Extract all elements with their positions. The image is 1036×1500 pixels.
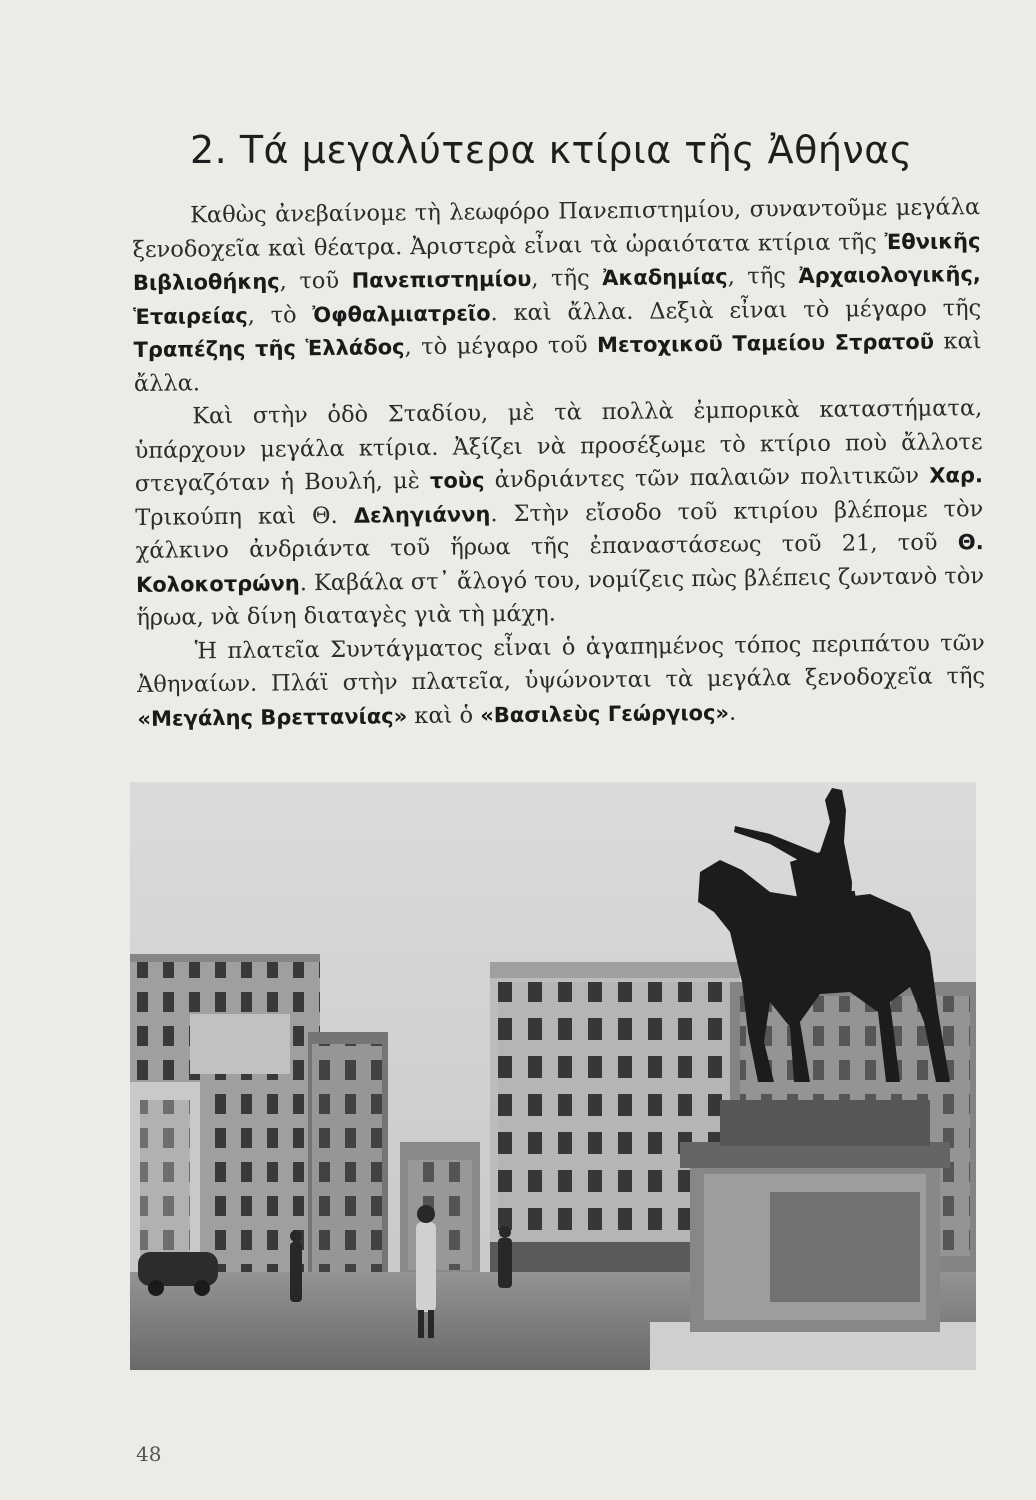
text-run: ἀνδριάντες τῶν παλαιῶν πολιτικῶν	[484, 462, 930, 494]
bold-phrase: Μετοχικοῦ Ταμείου Στρατοῦ	[596, 329, 935, 358]
text-run: . Καβάλα στ᾽ ἄλογό του, νομίζεις πὼς βλέπεις ζωντανὸ τὸν ἥρωα, νὰ δίνη διαταγὲς γιὰ τὴ μάχη.	[136, 562, 985, 631]
text-run: Τρικούπη καὶ Θ.	[135, 502, 354, 531]
paragraph-3	[137, 627, 986, 736]
page-title: 2. Τά μεγαλύτερα κτίρια τῆς Ἀθήνας	[190, 128, 913, 172]
text-run: Καὶ στὴν ὁδὸ Σταδίου, μὲ τὰ πολλὰ ἐμπορικὰ καταστήματα, ὑπάρχουν μεγάλα κτίρια. Ἀξίζει νὰ προσέξωμε τὸ κτίριο ποὺ ἄλλοτε στεγαζόταν ἡ Βουλή, μὲ	[134, 395, 983, 497]
bold-phrase: «Βασιλεὺς Γεώργιος»	[480, 700, 730, 727]
bold-phrase: Δεληγιάννη	[353, 501, 491, 528]
text-run: Καθὼς ἀνεβαίνομε τὴ λεωφόρο Πανεπιστημίου, συναντοῦμε μεγάλα ξενοδοχεῖα καὶ θέατρα. Ἀριστερὰ εἶναι τὰ ὡραιότατα κτίρια τῆς	[132, 194, 981, 263]
text-run: . Στὴν εἴσοδο τοῦ κτιρίου βλέπομε τὸν χάλκινο ἀνδριάντα τοῦ ἥρωα τῆς ἐπαναστάσεως τοῦ 21, τοῦ	[135, 495, 984, 564]
text-run: , τῆς	[531, 265, 603, 292]
bold-phrase: Ὀφθαλμιατρεῖο	[312, 300, 491, 327]
text-run: , τοῦ	[279, 267, 352, 295]
photo-illustration	[130, 782, 976, 1370]
page-number: 48	[136, 1442, 162, 1466]
bold-phrase: τοὺς	[429, 468, 485, 493]
body-text	[132, 191, 986, 736]
text-run: καὶ ὁ	[407, 701, 481, 729]
text-run: καὶ ἄλλα.	[133, 328, 982, 397]
bold-phrase: Ἐθνικῆς Βιβλιοθήκης	[132, 228, 981, 295]
text-run: , τὸ	[247, 301, 313, 329]
text-run: .	[728, 699, 737, 726]
bold-phrase: Ἀρχαιολογικῆς, Ἑταιρείας	[133, 262, 981, 329]
text-run: Ἡ πλατεῖα Συντάγματος εἶναι ὁ ἀγαπημένος τόπος περιπάτου τῶν Ἀθηναίων. Πλάϊ στὴν πλατεῖα, ὑψώνονται τὰ μεγάλα ξενοδοχεῖα τῆς	[136, 629, 986, 698]
paragraph-2	[134, 392, 984, 635]
photograph	[130, 782, 976, 1370]
text-run: , τὸ μέγαρο τοῦ	[404, 332, 598, 361]
text-run: . καὶ ἄλλα. Δεξιὰ εἶναι τὸ μέγαρο τῆς	[490, 294, 982, 326]
text-run: , τῆς	[727, 263, 799, 290]
bold-phrase: Χαρ.	[929, 463, 984, 488]
bold-phrase: Πανεπιστημίου	[351, 266, 532, 293]
bold-phrase: Τραπέζης τῆς Ἑλλάδος	[133, 335, 405, 362]
bold-phrase: Ἀκαδημίας	[602, 264, 728, 291]
bold-phrase: Θ. Κολοκοτρώνη	[135, 530, 984, 597]
paragraph-1	[132, 191, 982, 401]
bold-phrase: «Μεγάλης Βρεττανίας»	[137, 703, 408, 731]
